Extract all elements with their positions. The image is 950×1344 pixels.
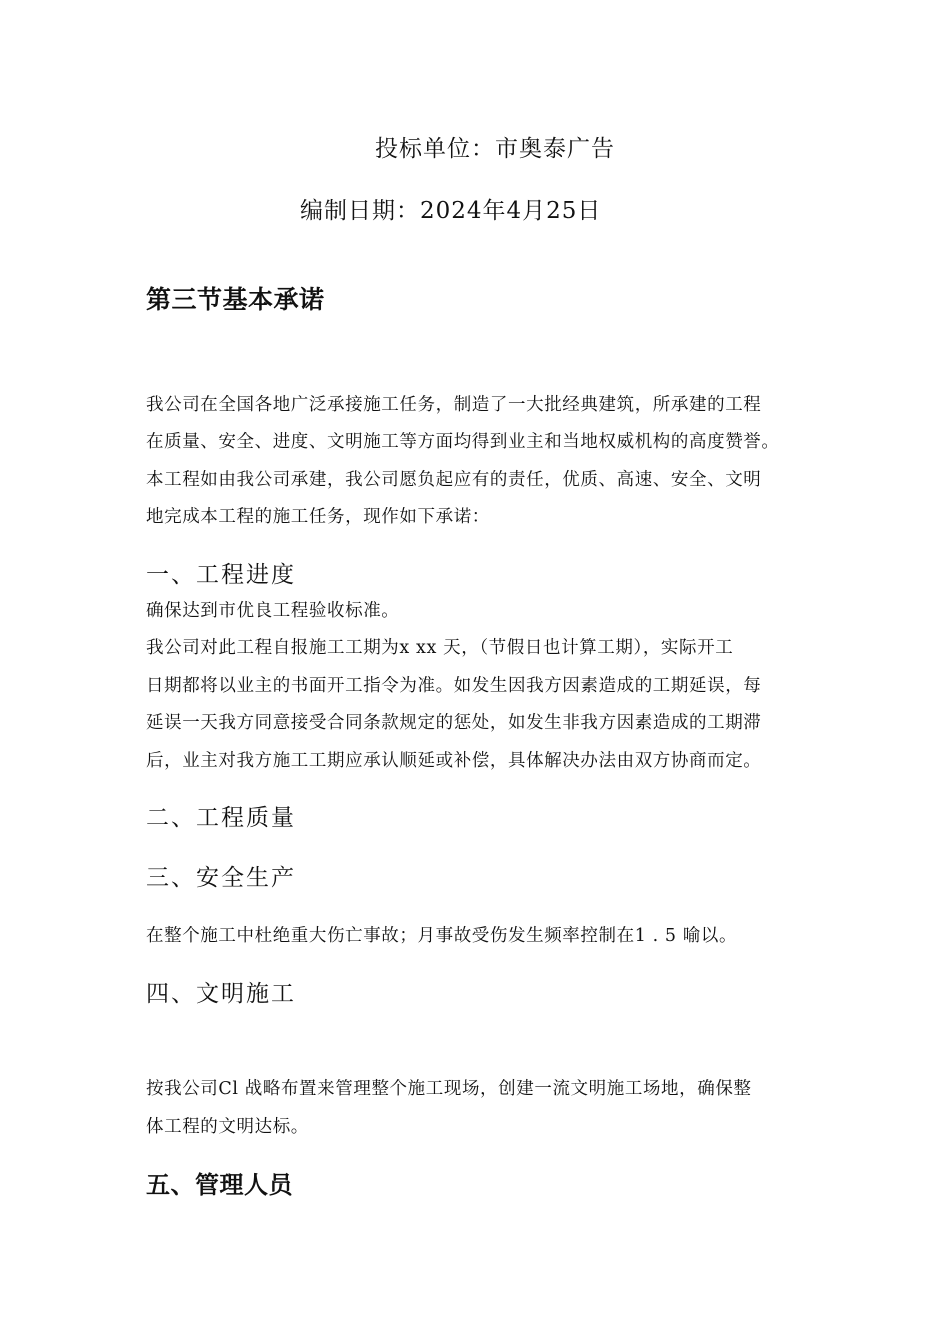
date-line: 编制日期：2024年4月25日 — [300, 198, 602, 224]
civilized-line: 体工程的文明达标。 — [146, 1117, 309, 1137]
safety-line: 在整个施工中杜绝重大伤亡事故；月事故受伤发生频率控制在1 . 5 喻以。 — [146, 926, 738, 946]
heading-safety: 三、安全生产 — [146, 865, 296, 891]
bidder-line: 投标单位：市奥泰广告 — [375, 136, 615, 162]
intro-line: 在质量、安全、进度、文明施工等方面均得到业主和当地权威机构的高度赞誉。 — [146, 432, 780, 452]
section-title: 第三节基本承诺 — [146, 285, 325, 314]
progress-line: 确保达到市优良工程验收标准。 — [146, 601, 400, 621]
intro-line: 本工程如由我公司承建，我公司愿负起应有的责任，优质、高速、安全、文明 — [146, 470, 762, 490]
progress-line: 日期都将以业主的书面开工指令为准。如发生因我方因素造成的工期延误，每 — [146, 676, 762, 696]
progress-line: 我公司对此工程自报施工工期为x xx 天，（节假日也计算工期），实际开工 — [146, 638, 734, 658]
intro-line: 我公司在全国各地广泛承接施工任务，制造了一大批经典建筑，所承建的工程 — [146, 395, 762, 415]
heading-management: 五、管理人员 — [146, 1171, 293, 1199]
civilized-line: 按我公司Cl 战略布置来管理整个施工现场，创建一流文明施工场地，确保整 — [146, 1079, 752, 1099]
intro-line: 地完成本工程的施工任务，现作如下承诺： — [146, 507, 490, 527]
heading-quality: 二、工程质量 — [146, 805, 296, 831]
progress-line: 后，业主对我方施工工期应承认顺延或补偿，具体解决办法由双方协商而定。 — [146, 751, 762, 771]
heading-progress: 一、工程进度 — [146, 562, 296, 588]
heading-civilized: 四、文明施工 — [146, 981, 296, 1007]
progress-line: 延误一天我方同意接受合同条款规定的惩处，如发生非我方因素造成的工期滞 — [146, 713, 762, 733]
